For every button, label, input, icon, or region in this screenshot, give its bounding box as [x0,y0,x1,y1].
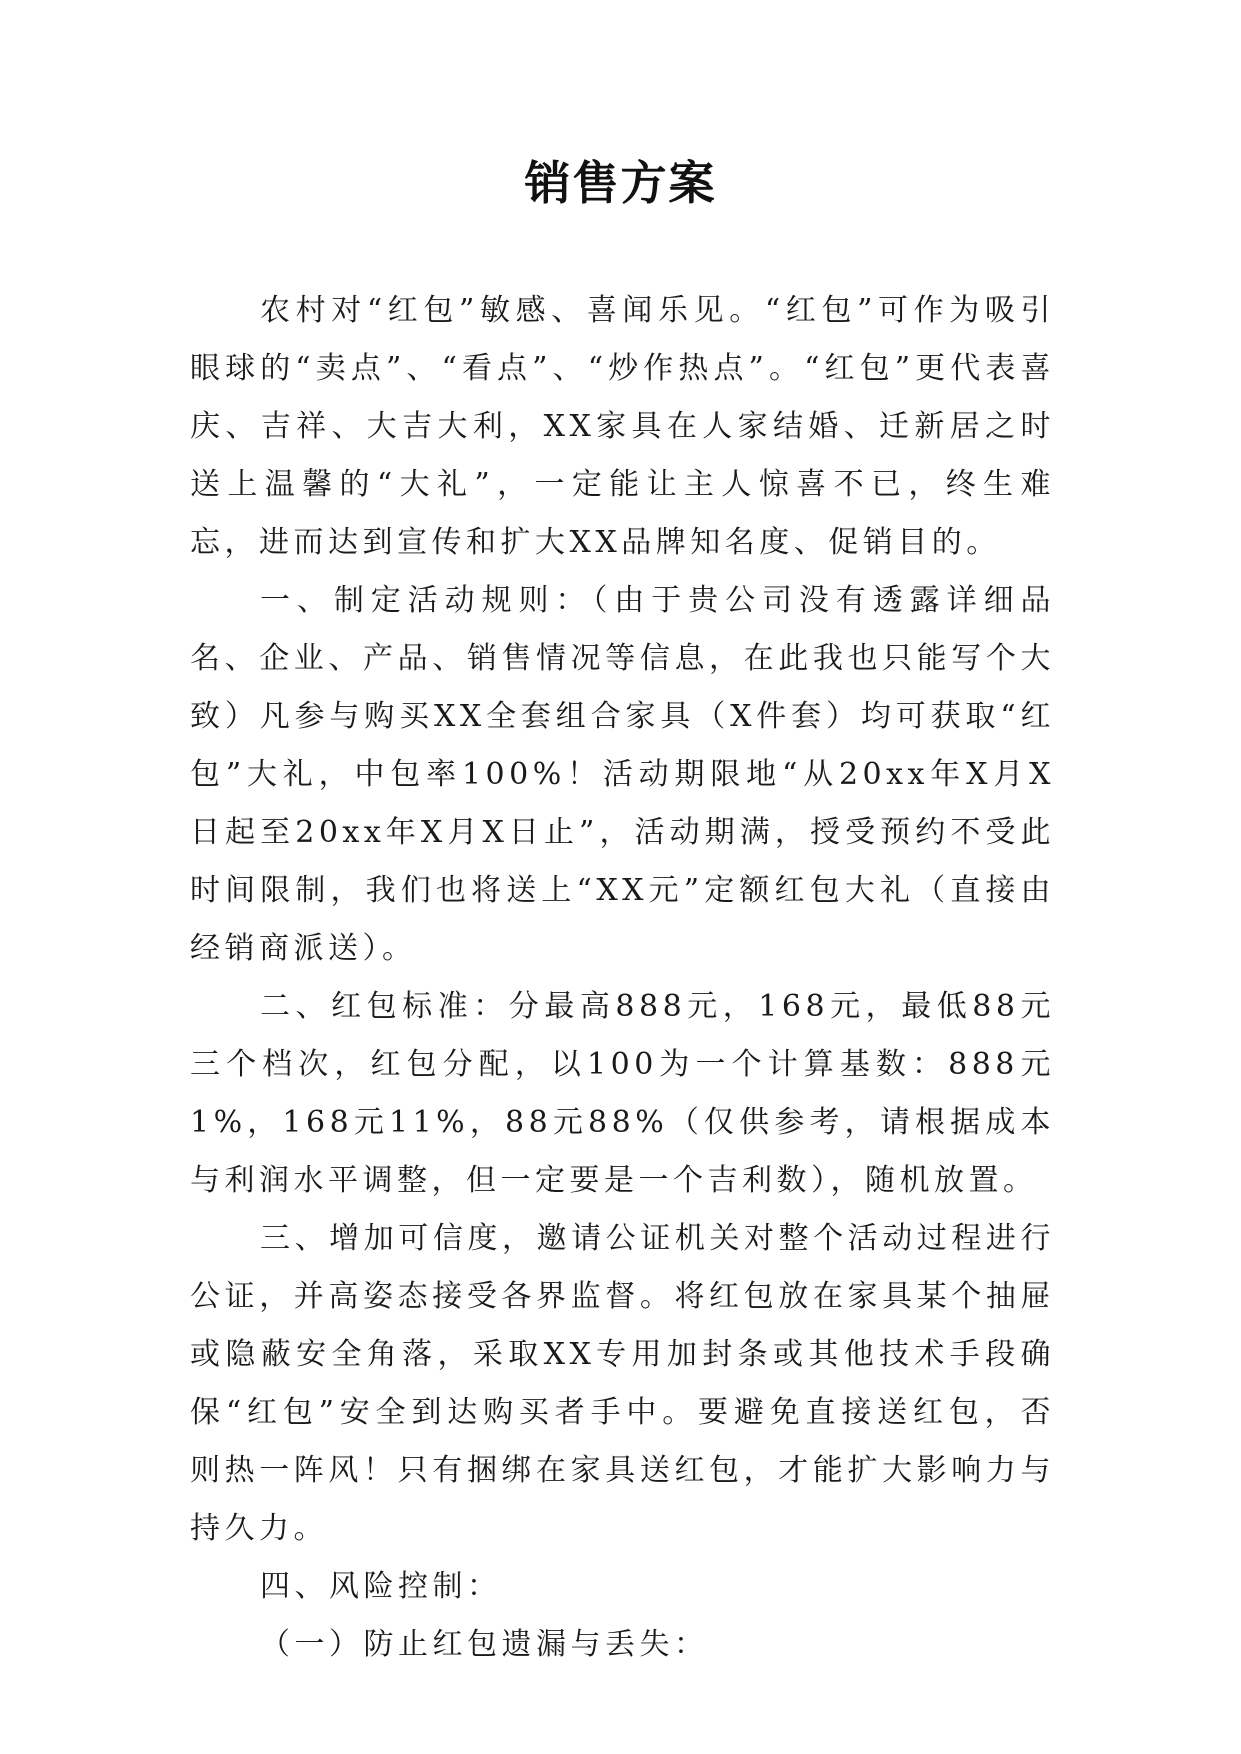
paragraph-section-4-heading: 四、风险控制： [260,1569,502,1604]
paragraph-section-2: 二、红包标准：分最高888元，168元，最低88元三个档次，红包分配，以100为一个计算基数：888元1%，168元11%，88元88%（仅供参考，请根据成本与利润水平调整，但一定要是一个吉利数），随机放置。 [190,989,1055,1198]
paragraph-intro: 农村对“红包”敏感、喜闻乐见。“红包”可作为吸引眼球的“卖点”、“看点”、“炒作热点”。“红包”更代表喜庆、吉祥、大吉大利，XX家具在人家结婚、迁新居之时送上温馨的“大礼”，一定能让主人惊喜不已，终生难忘，进而达到宣传和扩大XX品牌知名度、促销目的。 [190,293,1055,560]
paragraph-section-1: 一、制定活动规则：（由于贵公司没有透露详细品名、企业、产品、销售情况等信息，在此我也只能写个大致）凡参与购买XX全套组合家具（X件套）均可获取“红包”大礼，中包率100%！活动期限地“从20xx年X月X日起至20xx年X月X日止”，活动期满，授受预约不受此时间限制，我们也将送上“XX元”定额红包大礼（直接由经销商派送）。 [190,583,1055,966]
document-body [190,282,1055,1674]
paragraph-subsection-1-heading: （一）防止红包遗漏与丢失： [260,1627,709,1662]
paragraph-section-3: 三、增加可信度，邀请公证机关对整个活动过程进行公证，并高姿态接受各界监督。将红包放在家具某个抽屉或隐蔽安全角落，采取XX专用加封条或其他技术手段确保“红包”安全到达购买者手中。要避免直接送红包，否则热一阵风！只有捆绑在家具送红包，才能扩大影响力与持久力。 [190,1221,1055,1546]
document-title: 销售方案 [524,156,717,210]
